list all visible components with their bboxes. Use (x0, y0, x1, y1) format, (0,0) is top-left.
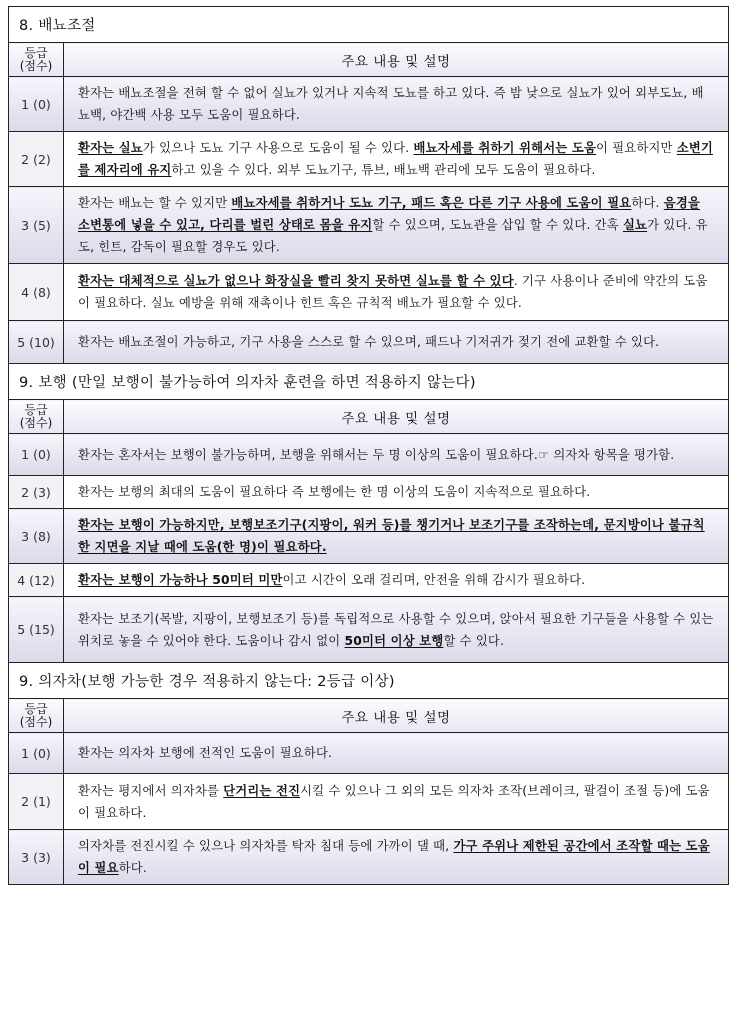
description-text: 환자는 보조기(목발, 지팡이, 보행보조기 등)를 독립적으로 사용할 수 있으며, 앉아서 필요한 기구들을 사용할 수 있는 위치로 놓을 수 있어야 한다. 도움이나 감시 없이 (78, 611, 714, 648)
grade-header (9, 43, 64, 77)
section-title-row (9, 7, 729, 43)
grade-header (9, 699, 64, 733)
table-row (9, 132, 729, 187)
header-row (9, 43, 729, 77)
description-text: 하다. (631, 196, 664, 210)
table-row (9, 509, 729, 564)
table-row (9, 264, 729, 321)
section-title: 8. 배뇨조절 (9, 7, 729, 43)
emphasized-text: 환자는 보행이 가능하나 50미터 미만 (78, 573, 283, 587)
description-text: 하다. (118, 861, 147, 875)
description-cell (64, 434, 729, 476)
grade-cell: 2 (2) (9, 132, 64, 187)
grade-cell: 3 (5) (9, 187, 64, 264)
emphasized-text: 배뇨자세를 취하거나 도뇨 기구, 패드 혹은 다른 기구 사용에 도움이 필요 (231, 196, 632, 210)
description-header: 주요 내용 및 설명 (64, 43, 729, 77)
description-text: 시킬 수 있으나 그 외의 모든 의자차 조작(브레이크, 팔걸이 조절 등)에 도움이 필요하다. (78, 783, 710, 820)
description-text: 이고 시간이 오래 걸리며, 안전을 위해 감시가 필요하다. (282, 573, 586, 587)
description-text: 환자는 보행의 최대의 도움이 필요하다 즉 보행에는 한 명 이상의 도움이 지속적으로 필요하다. (78, 485, 591, 499)
description-cell (64, 597, 729, 663)
description-cell (64, 774, 729, 830)
table-row (9, 77, 729, 132)
description-header: 주요 내용 및 설명 (64, 699, 729, 733)
grade-cell: 4 (8) (9, 264, 64, 321)
description-header: 주요 내용 및 설명 (64, 400, 729, 434)
description-text: 환자는 배뇨조절이 가능하고, 기구 사용을 스스로 할 수 있으며, 패드나 기저귀가 젖기 전에 교환할 수 있다. (78, 335, 660, 349)
description-text: 환자는 배뇨조절을 전혀 할 수 없어 실뇨가 있거나 지속적 도뇨를 하고 있다. 즉 밤 낮으로 실뇨가 있어 외부도뇨, 배뇨백, 야간백 사용 모두 도움이 필요하다. (78, 86, 704, 122)
description-cell (64, 830, 729, 885)
grade-cell: 5 (10) (9, 321, 64, 364)
description-cell (64, 187, 729, 264)
table-row (9, 476, 729, 509)
description-text: 할 수 있다. (443, 633, 505, 648)
description-cell (64, 321, 729, 364)
table-row (9, 321, 729, 364)
emphasized-text: 가구 주위나 제한된 공간에서 조작할 때는 도움이 필요 (78, 839, 710, 875)
grade-cell: 5 (15) (9, 597, 64, 663)
description-text: 환자는 의자차 보행에 전적인 도움이 필요하다. (78, 746, 333, 760)
grade-cell: 3 (8) (9, 509, 64, 564)
description-cell (64, 564, 729, 597)
table-row (9, 597, 729, 663)
emphasized-text: 단거리는 전진 (223, 783, 301, 798)
description-text: . 기구 사용이나 준비에 약간의 도움이 필요하다. 실뇨 예방을 위해 재촉이나 힌트 혹은 규칙적 배뇨가 필요할 수 있다. (78, 274, 708, 310)
emphasized-text: 실뇨 (622, 218, 648, 232)
description-text: 가 있으나 도뇨 기구 사용으로 도움이 될 수 있다. (142, 141, 414, 155)
section-title-row (9, 663, 729, 699)
grade-cell: 2 (1) (9, 774, 64, 830)
emphasized-text: 배뇨자세를 취하기 위해서는 도움 (413, 141, 597, 155)
grade-cell: 4 (12) (9, 564, 64, 597)
description-text: 환자는 혼자서는 보행이 불가능하며, 보행을 위해서는 두 명 이상의 도움이 필요하다.☞ 의자차 항목을 평가함. (78, 447, 675, 462)
description-text: 의자차를 전진시킬 수 있으나 의자차를 탁자 침대 등에 가까이 댈 때, (78, 839, 454, 853)
section-title-row (9, 364, 729, 400)
table-row (9, 564, 729, 597)
section-title: 9. 보행 (만일 보행이 불가능하여 의자차 훈련을 하면 적용하지 않는다) (9, 364, 729, 400)
grade-header (9, 400, 64, 434)
description-text: 가 있다. 유도, 힌트, 감독이 필요할 경우도 있다. (78, 218, 708, 254)
description-cell (64, 77, 729, 132)
grade-cell: 1 (0) (9, 434, 64, 476)
table-row (9, 434, 729, 476)
table-row (9, 830, 729, 885)
emphasized-text: 하다. (297, 540, 327, 554)
grade-header-label: 등급 (점수) (19, 402, 53, 430)
header-row (9, 699, 729, 733)
assessment-table (8, 6, 729, 885)
emphasized-text: 소변기를 제자리에 유지 (78, 141, 713, 177)
table-row (9, 733, 729, 774)
description-text: 이 필요하지만 (596, 141, 677, 155)
emphasized-text: 음경을 소변통에 넣을 수 있고, 다리를 벌린 상태로 몸을 유지 (78, 196, 701, 232)
grade-header-label: 등급 (점수) (19, 45, 53, 73)
description-cell (64, 132, 729, 187)
emphasized-text: 환자는 보행이 가능하지만, 보행보조기구(지팡이, 워커 등)를 챙기거나 보조기구를 조작하는데, 문지방이나 불규칙한 지면을 지날 때에 도움(한 명)이 필요 (78, 518, 705, 554)
grade-header-label: 등급 (점수) (19, 701, 53, 729)
table-row (9, 774, 729, 830)
description-text: 하고 있을 수 있다. 외부 도뇨기구, 튜브, 배뇨백 관리에 모두 도움이 필요하다. (171, 163, 596, 177)
emphasized-text: 환자는 대체적으로 실뇨가 없으나 화장실을 빨리 찾지 못하면 실뇨를 할 수 있다 (78, 274, 514, 288)
description-cell (64, 509, 729, 564)
description-cell (64, 733, 729, 774)
header-row (9, 400, 729, 434)
grade-cell: 1 (0) (9, 77, 64, 132)
grade-cell: 3 (3) (9, 830, 64, 885)
description-text: 환자는 배뇨는 할 수 있지만 (78, 196, 232, 210)
table-row (9, 187, 729, 264)
description-cell (64, 264, 729, 321)
section-title: 9. 의자차(보행 가능한 경우 적용하지 않는다: 2등급 이상) (9, 663, 729, 699)
description-text: 환자는 평지에서 의자차를 (78, 783, 224, 798)
description-cell (64, 476, 729, 509)
grade-cell: 2 (3) (9, 476, 64, 509)
emphasized-text: 50미터 이상 보행 (344, 633, 444, 648)
emphasized-text: 환자는 실뇨 (78, 141, 143, 155)
description-text: 할 수 있으며, 도뇨관을 삽입 할 수 있다. 간혹 (372, 218, 623, 232)
grade-cell: 1 (0) (9, 733, 64, 774)
